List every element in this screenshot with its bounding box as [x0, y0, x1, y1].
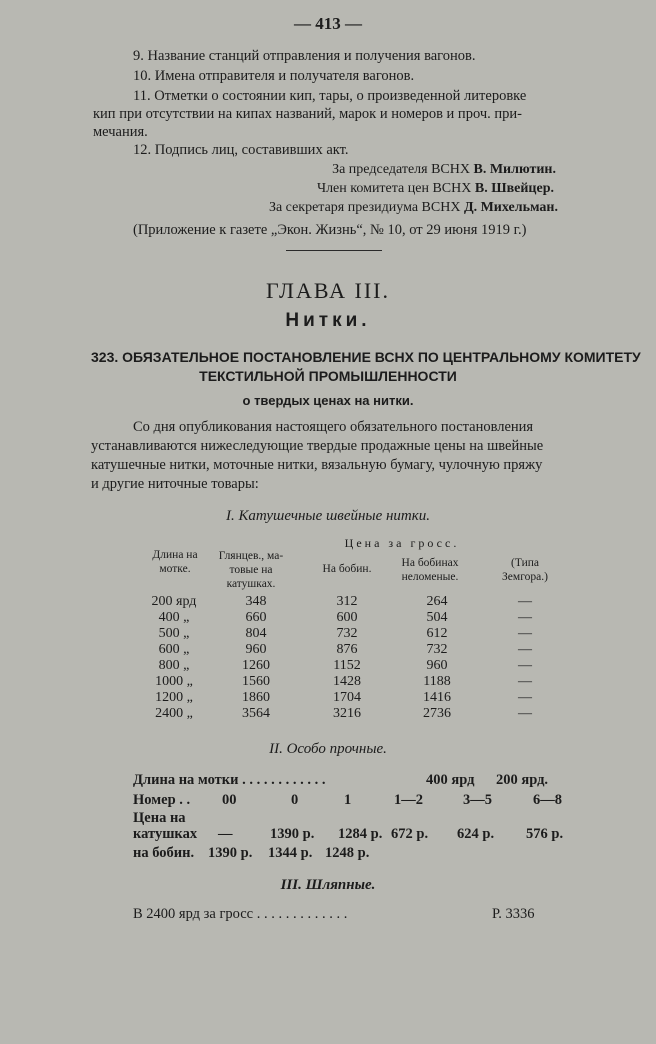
spool-price: 1390 р. [270, 826, 315, 842]
column-header: Длина на мотке. [152, 549, 198, 575]
section1-title: I. Катушечные швейные нитки. [225, 508, 431, 524]
table-cell: 200 ярд [151, 594, 197, 609]
table-cell: — [518, 674, 532, 689]
hat-thread-price: Р. 3336 [492, 906, 535, 922]
signature-line: За секретаря президиума ВСНХ Д. Михельман. [268, 200, 558, 215]
bobbin-price: 1344 р. [268, 845, 313, 861]
table-cell: 1560 [242, 674, 270, 689]
column-header: (Типа Земгора.) [502, 557, 548, 583]
spool-price: — [218, 826, 233, 842]
number-value: 6—8 [533, 792, 562, 808]
length-label: Длина на мотки . . . . . . . . . . . . [133, 772, 326, 788]
table-cell: 876 [336, 642, 358, 657]
table-cell: 500 „ [158, 626, 190, 641]
list-item-9: 9. Название станций отправления и получения вагонов. [133, 48, 476, 64]
number-value: 0 [291, 792, 299, 808]
page-number: — 413 — [294, 14, 362, 33]
table-cell: 612 [426, 626, 448, 641]
chapter-subtitle: Нитки. [285, 310, 371, 331]
table-cell: 400 „ [158, 610, 190, 625]
table-cell: — [518, 706, 532, 721]
table-cell: 348 [245, 594, 267, 609]
table-cell: 1000 „ [155, 674, 193, 689]
number-value: 1 [344, 792, 352, 808]
hat-thread-line: В 2400 ярд за гросс . . . . . . . . . . . . . [133, 906, 348, 922]
list-item-11: 11. Отметки о состоянии кип, тары, о произведенной литеровке [133, 88, 527, 104]
column-header: На бобин. [322, 563, 372, 575]
table-cell: — [518, 690, 532, 705]
price-header: Цена за гросс. [344, 536, 460, 550]
decree-heading: 323. ОБЯЗАТЕЛЬНОЕ ПОСТАНОВЛЕНИЕ ВСНХ ПО ЦЕНТРАЛЬНОМУ КОМИТЕТУ [91, 349, 641, 365]
price-label: Цена на [133, 810, 186, 826]
table-cell: 1200 „ [155, 690, 193, 705]
table-cell: 1416 [423, 690, 451, 705]
bobbin-price: 1390 р. [208, 845, 253, 861]
intro-line: устанавливаются нижеследующие твердые продажные цены на швейные [91, 438, 544, 454]
list-item-10: 10. Имена отправителя и получателя вагонов. [133, 68, 415, 84]
decree-heading-line3: о твердых ценах на нитки. [242, 393, 414, 408]
bobbin-price: 1248 р. [325, 845, 370, 861]
decree-heading-line2: ТЕКСТИЛЬНОЙ ПРОМЫШЛЕННОСТИ [199, 368, 457, 384]
table-cell: 600 [336, 610, 358, 625]
table-cell: 264 [426, 594, 448, 609]
table-cell: — [518, 642, 532, 657]
table-cell: 960 [245, 642, 267, 657]
table-cell: 732 [426, 642, 448, 657]
table-cell: 3216 [333, 706, 361, 721]
table-cell: 1260 [242, 658, 270, 673]
spool-price: 1284 р. [338, 826, 383, 842]
intro-line: Со дня опубликования настоящего обязательного постановления [133, 419, 534, 435]
table-cell: 1704 [333, 690, 361, 705]
table-cell: 312 [336, 594, 358, 609]
chapter-title: ГЛАВА III. [265, 278, 391, 303]
table-cell: 1860 [242, 690, 270, 705]
table-cell: — [518, 658, 532, 673]
intro-line: и другие ниточные товары: [91, 476, 259, 492]
table-cell: 1188 [423, 674, 451, 689]
table-cell: 800 „ [158, 658, 190, 673]
table-cell: — [518, 626, 532, 641]
table-cell: 1428 [333, 674, 361, 689]
bobbin-label: на бобин. [133, 845, 195, 861]
table-cell: 504 [426, 610, 448, 625]
table-cell: 1152 [333, 658, 361, 673]
table-cell: — [518, 610, 532, 625]
intro-line: катушечные нитки, моточные нитки, вязальную бумагу, чулочную пряжу [91, 457, 543, 473]
divider [286, 250, 382, 251]
price-label: катушках [133, 826, 198, 842]
table-cell: 2736 [423, 706, 451, 721]
number-value: 3—5 [463, 792, 492, 808]
length-value: 200 ярд. [496, 772, 549, 788]
decree-number: 323. [91, 349, 119, 365]
table-cell: 960 [426, 658, 448, 673]
table-cell: 2400 „ [155, 706, 193, 721]
table-cell: 3564 [242, 706, 270, 721]
list-item-12: 12. Подпись лиц, составивших акт. [133, 142, 349, 158]
number-label: Номер . . [133, 792, 191, 808]
number-value: 1—2 [394, 792, 423, 808]
table-cell: 804 [245, 626, 267, 641]
spool-price: 672 р. [391, 826, 429, 842]
appendix-note: (Приложение к газете „Экон. Жизнь“, № 10, от 29 июня 1919 г.) [133, 222, 527, 238]
section2-title: II. Особо прочные. [269, 741, 387, 757]
column-header: Глянцев., ма- товые на катушках. [218, 550, 284, 590]
table-cell: 660 [245, 610, 267, 625]
length-value: 400 ярд [426, 772, 475, 788]
section3-title: III. Шляпные. [280, 877, 376, 893]
list-item-11-cont: кип при отсутствии на кипах названий, марок и номеров и проч. при- [93, 106, 522, 122]
spool-price: 624 р. [457, 826, 495, 842]
signature-line: Член комитета цен ВСНХ В. Швейцер. [316, 181, 554, 196]
number-value: 00 [222, 792, 237, 808]
spool-price: 576 р. [526, 826, 564, 842]
table-cell: 600 „ [158, 642, 190, 657]
table-cell: 732 [336, 626, 358, 641]
signature-line: За председателя ВСНХ В. Милютин. [332, 162, 556, 177]
list-item-11-end: мечания. [93, 124, 148, 140]
column-header: На бобинах неломеные. [401, 557, 459, 583]
table-cell: — [518, 594, 532, 609]
